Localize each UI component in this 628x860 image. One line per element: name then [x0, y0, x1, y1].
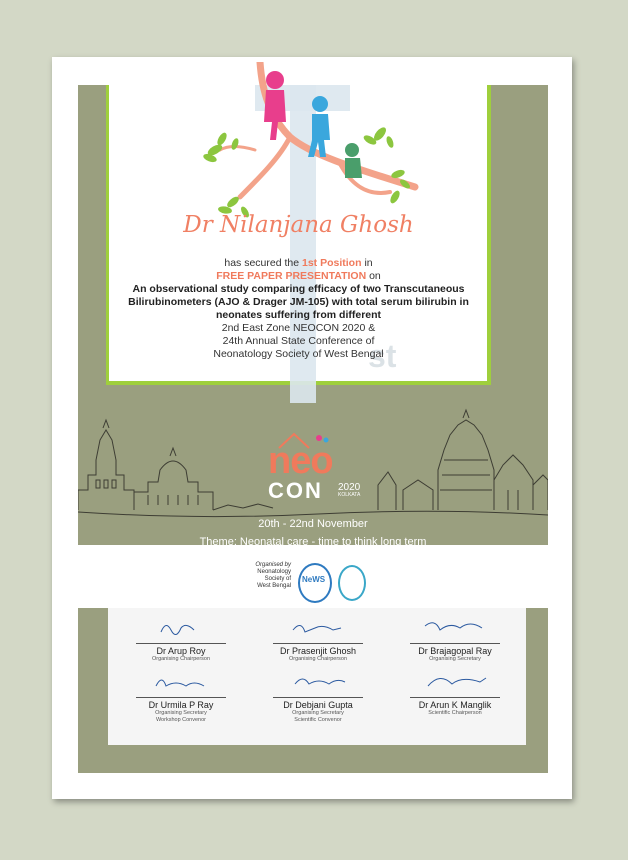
- logo-neo-word: neo: [268, 440, 333, 482]
- event-line-3: Neonatology Society of West Bengal: [213, 348, 384, 360]
- signatory-name: Dr Prasenjit Ghosh: [279, 646, 357, 656]
- signature-rule: [136, 697, 226, 698]
- awardee-name: Dr Nilanjana Ghosh: [183, 212, 414, 238]
- signature-scrawl-icon: [253, 670, 383, 692]
- signature-block: [253, 670, 383, 724]
- signature-rule: [273, 643, 363, 644]
- organiser-name-1: Neonatology: [257, 569, 291, 575]
- signatory-name: Dr Debjani Gupta: [283, 700, 353, 710]
- signature-block: [116, 670, 246, 724]
- signature-scrawl-icon: [390, 670, 520, 692]
- signature-scrawl-icon: [116, 670, 246, 692]
- citation-line-1: [106, 257, 491, 270]
- logo-city: KOLKATA: [338, 492, 361, 498]
- paper-title-line-2: Bilirubinometers (AJO & Drager JM-105) with total serum bilirubin in: [128, 296, 469, 308]
- signatory-role: Organising Chairperson: [151, 656, 211, 662]
- signatory-role: Organising Secretary: [292, 710, 344, 716]
- signatory-role: Organising Chairperson: [288, 656, 348, 662]
- watermark-st: st: [368, 338, 397, 374]
- logo-con-word: CON: [268, 478, 323, 503]
- signature-rule: [410, 697, 500, 698]
- signatory-role: Organising Secretary: [155, 710, 207, 716]
- signature-rule: [273, 697, 363, 698]
- citation-suffix: in: [364, 257, 373, 269]
- signatory-name: Dr Arun K Manglik: [418, 700, 492, 710]
- signatory-name: Dr Arup Roy: [156, 646, 206, 656]
- organiser-box: [148, 558, 468, 608]
- signature-rule: [410, 643, 500, 644]
- signature-rule: [136, 643, 226, 644]
- category-suffix: on: [369, 270, 381, 282]
- paper-title-line-1: An observational study comparing efficacy of two Transcutaneous: [132, 283, 465, 295]
- event-line-1: 2nd East Zone NEOCON 2020 &: [221, 322, 376, 334]
- tree-children-illustration: [200, 62, 430, 227]
- event-theme: Theme: Neonatal care - time to think long term: [199, 536, 427, 548]
- signatory-role: Scientific Chairperson: [428, 710, 482, 716]
- signature-scrawl-icon: [390, 616, 520, 638]
- category-highlight: FREE PAPER PRESENTATION: [216, 270, 367, 282]
- signature-block: [390, 670, 520, 717]
- signature-block: [253, 616, 383, 663]
- society-emblem-icon: [338, 565, 366, 601]
- signatory-role-secondary: Scientific Convenor: [294, 717, 342, 723]
- organiser-name-3: West Bengal: [257, 583, 291, 589]
- organiser-label: Organised by: [255, 562, 291, 568]
- signatory-name: Dr Brajagopal Ray: [418, 646, 492, 656]
- event-line-2: 24th Annual State Conference of: [222, 335, 375, 347]
- paper-title-line-3: neonates suffering from different: [215, 309, 382, 321]
- news-logo-icon: [298, 563, 332, 603]
- signature-scrawl-icon: [116, 616, 246, 638]
- citation-line-2: [106, 270, 491, 283]
- news-logo-text: NeWS: [302, 575, 326, 584]
- organiser-text: [236, 562, 291, 590]
- signatory-name: Dr Urmila P Ray: [148, 700, 214, 710]
- signature-block: [116, 616, 246, 663]
- signatory-role: Organising Secretary: [429, 656, 481, 662]
- logo-year: 2020: [338, 482, 361, 493]
- olive-band-bottom: [78, 745, 548, 773]
- neocon-logo: [268, 430, 378, 505]
- signatory-role-secondary: Workshop Convenor: [155, 717, 207, 723]
- position-highlight: 1st Position: [302, 257, 362, 269]
- signature-scrawl-icon: [253, 616, 383, 638]
- event-dates: 20th - 22nd November: [258, 518, 368, 530]
- citation-prefix: has secured the: [224, 257, 300, 269]
- organiser-name-2: Society of: [264, 576, 291, 582]
- citation-text: [106, 257, 491, 361]
- signatures-area: [108, 608, 526, 745]
- signature-block: [390, 616, 520, 663]
